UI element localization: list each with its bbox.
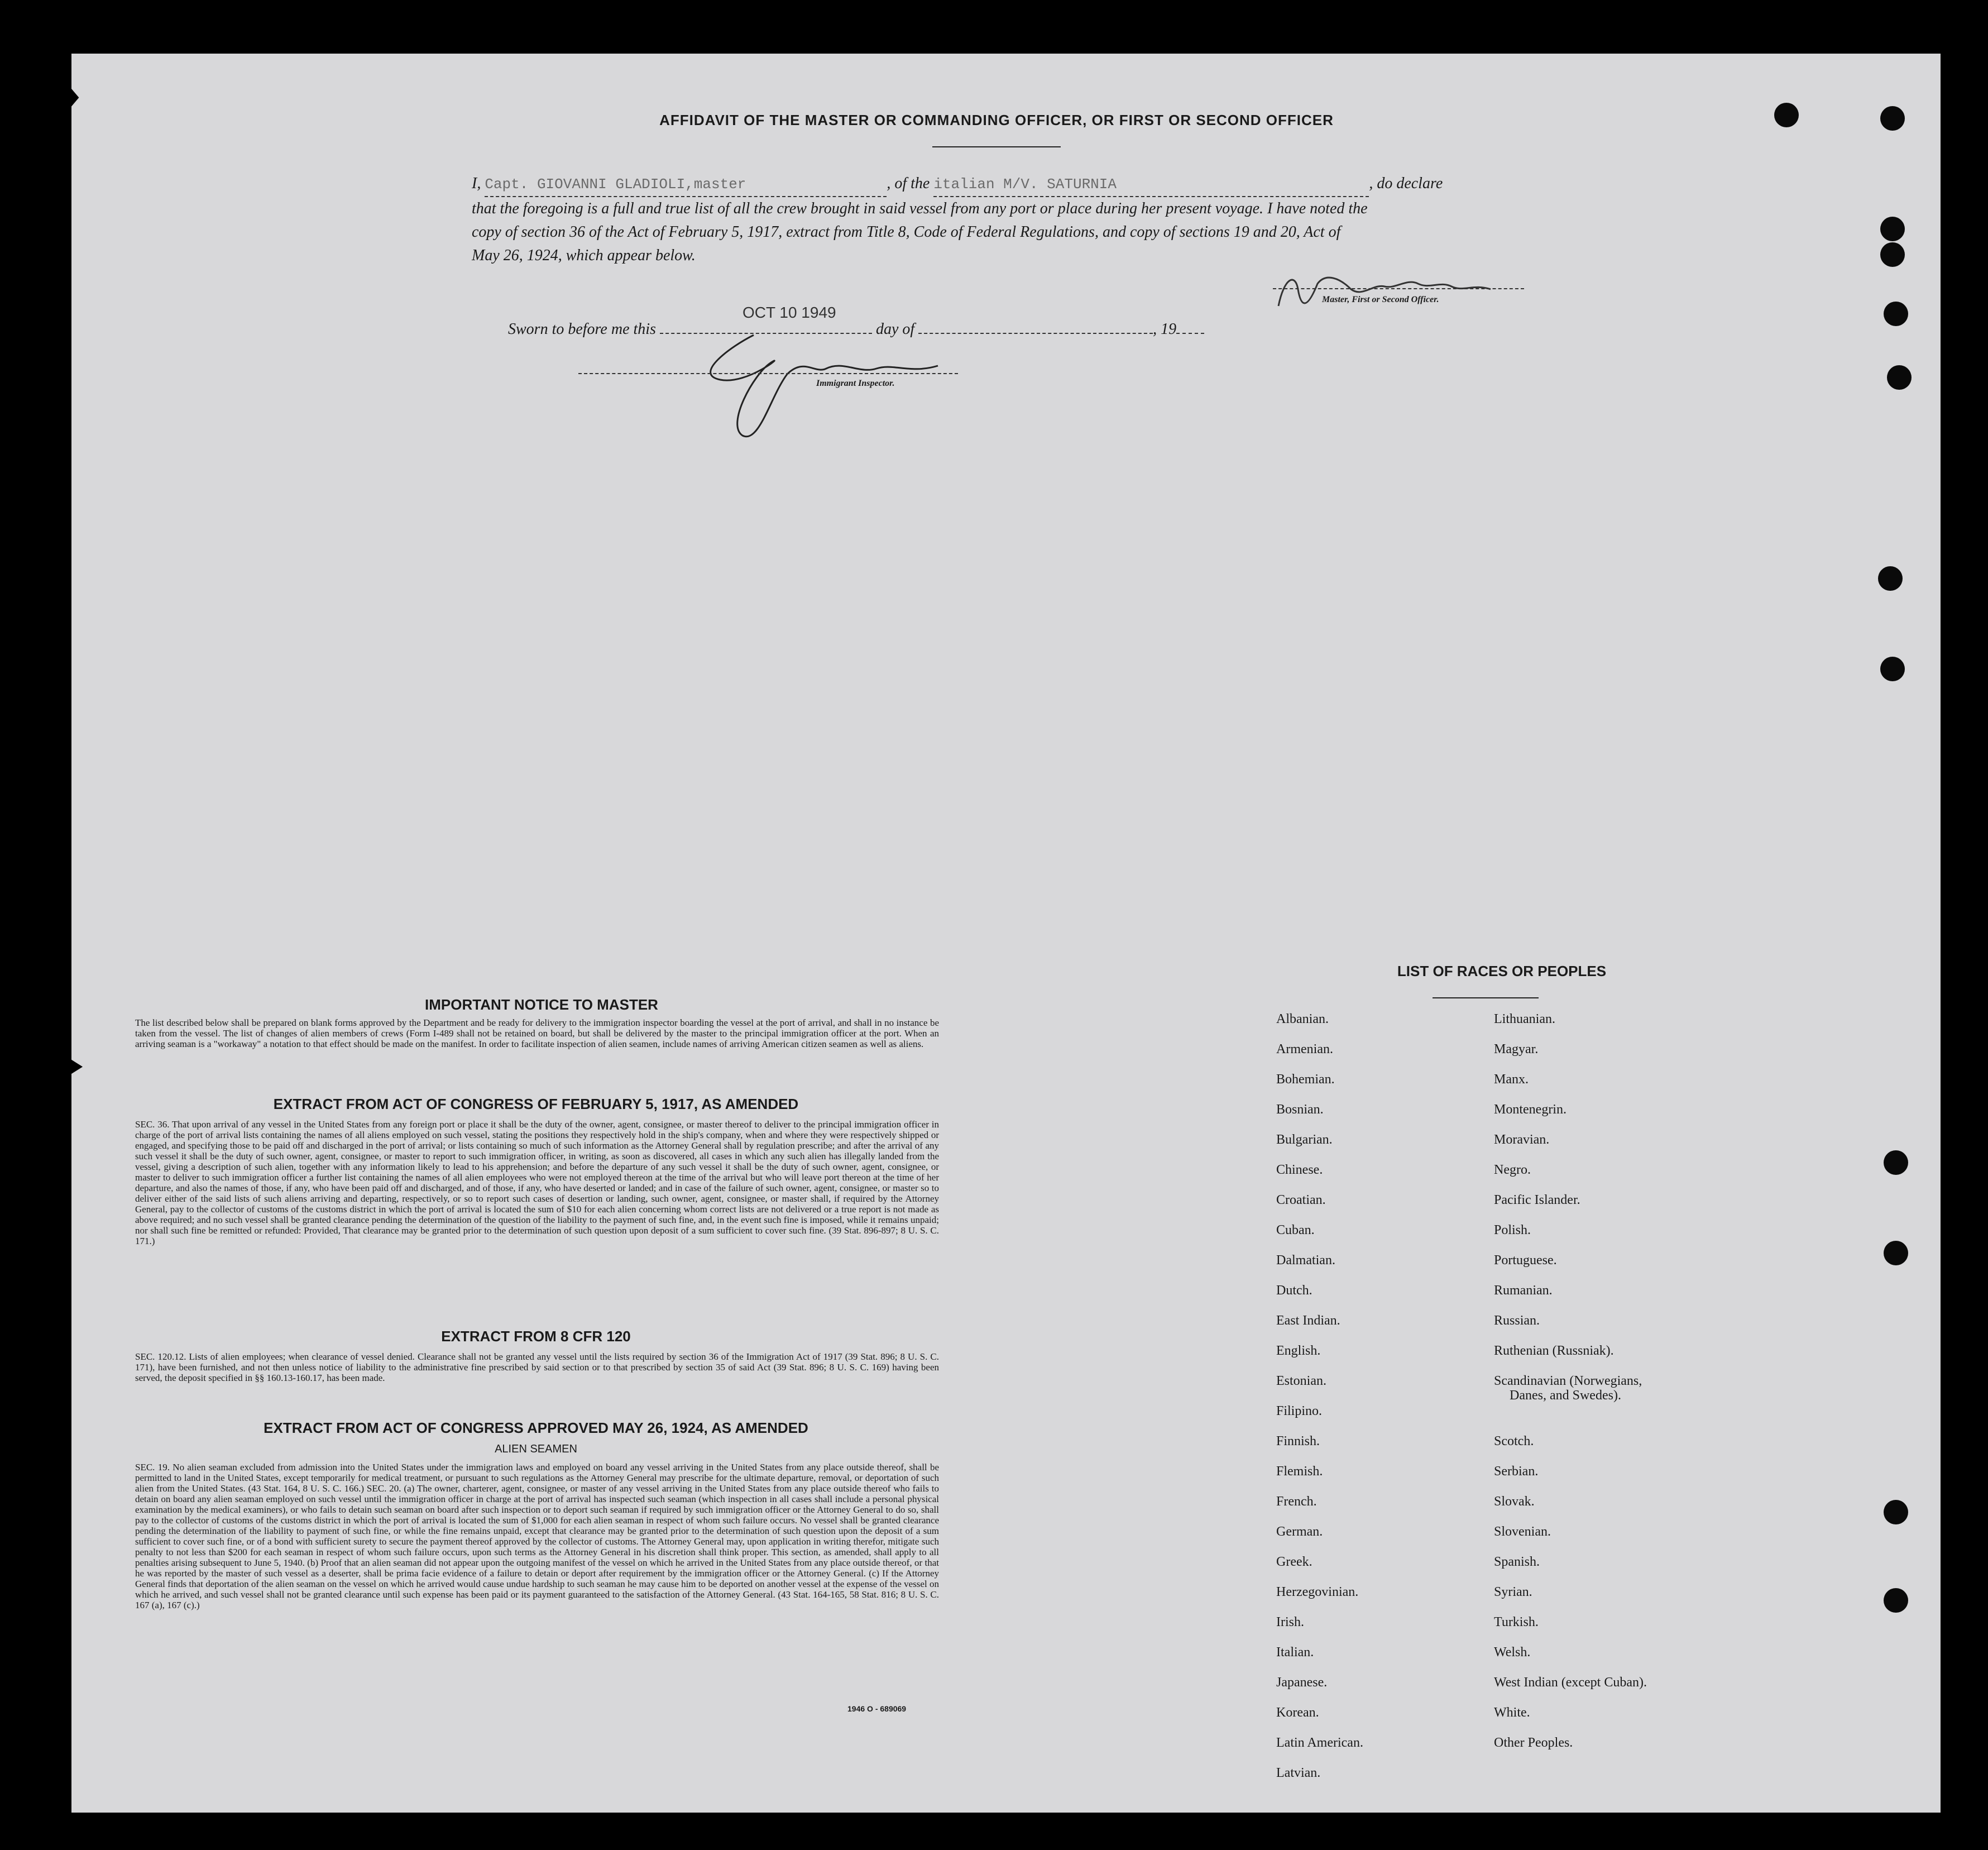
race-item: Ruthenian (Russniak). bbox=[1494, 1344, 1614, 1358]
punch-hole bbox=[1878, 566, 1903, 591]
of-the-label: , of the bbox=[887, 175, 930, 192]
race-item: Turkish. bbox=[1494, 1615, 1539, 1629]
date-stamp: OCT 10 1949 bbox=[742, 304, 836, 321]
race-item: Danes, and Swedes). bbox=[1510, 1388, 1621, 1403]
race-item: Magyar. bbox=[1494, 1042, 1539, 1057]
race-item: Bohemian. bbox=[1276, 1072, 1335, 1087]
race-item: Latin American. bbox=[1276, 1736, 1363, 1750]
extract-1917-heading: EXTRACT FROM ACT OF CONGRESS OF FEBRUARY 5, 1917, AS AMENDED bbox=[273, 1096, 799, 1112]
races-left-column bbox=[1276, 1012, 1363, 1796]
race-item: Chinese. bbox=[1276, 1163, 1323, 1177]
race-item: Slovenian. bbox=[1494, 1524, 1551, 1539]
notice-heading: IMPORTANT NOTICE TO MASTER bbox=[425, 996, 658, 1013]
print-code: 1946 O - 689069 bbox=[847, 1704, 907, 1713]
inspector-signature bbox=[659, 313, 971, 447]
race-item: Croatian. bbox=[1276, 1193, 1326, 1207]
punch-hole bbox=[1884, 302, 1908, 326]
race-item: Estonian. bbox=[1276, 1374, 1326, 1388]
race-item: Moravian. bbox=[1494, 1132, 1550, 1147]
race-item: Japanese. bbox=[1276, 1675, 1328, 1690]
race-item: White. bbox=[1494, 1705, 1530, 1720]
races-title: LIST OF RACES OR PEOPLES bbox=[1397, 963, 1607, 979]
extract-cfr-body: SEC. 120.12. Lists of alien employees; when clearance of vessel denied. Clearance shall not be granted any vessel until the lists required by section 36 of the Immigration Act of 1917 (39 Stat. 896; 8 U. S. C. 171), have been furnished, and not then unless notice of liability to the administrative fine prescribed by said section or to that prescribed by section 35 of said Act (39 Stat. 896; 8 U. S. C. 169) having been served, the deposit specified in §§ 160.13-160.17, has been made. bbox=[135, 1351, 939, 1383]
race-item: East Indian. bbox=[1276, 1313, 1340, 1328]
punch-hole bbox=[1887, 365, 1912, 390]
immigrant-inspector-label: Immigrant Inspector. bbox=[816, 379, 895, 388]
title-underline bbox=[932, 146, 1061, 147]
inspector-signature-line bbox=[578, 373, 958, 374]
extract-1917-body: SEC. 36. That upon arrival of any vessel in the United States from any foreign port or place it shall be the duty of the owner, agent, consignee, or master thereof to deliver to the principal immigration officer in charge of the port of arrival lists containing the names of all aliens employed on such vessel, stating the positions they respectively hold in the ship's company, when and where they were respectively shipped or engaged, and specifying those to be paid off and discharged in the port of arrival; or lists containing so much of such information as the Attorney General shall by regulation prescribe; and after the arrival of any such vessel it shall be the duty of such owner, agent, consignee, or master to report to such immigration officer, in writing, as soon as discovered, all cases in which any such alien has illegally landed from the vessel, giving a description of such alien, together with any information likely to lead to his apprehension; and before the departure of any such vessel it shall be the duty of such owner, agent, consignee, or master to deliver to such immigration officer a further list containing the names of all alien employees who were not employed thereon at the time of the arrival but who will leave port thereon at the time of her departure, and also the names of those, if any, who have been paid off and discharged, and of those, if any, who have deserted or landed; and in case of the failure of such owner, agent, consignee, or master so to deliver either of the said lists of such aliens arriving and departing, respectively, or so to report such cases of desertion or landing, such owner, agent, consignee, or master shall, if required by the Attorney General, pay to the collector of customs of the customs district in which the port of arrival is located the sum of $10 for each alien concerning whom correct lists are not delivered or a true report is not made as above required; and no such vessel shall be granted clearance pending the determination of the question of the liability to the payment of such fine, and, in the event such fine is imposed, while it remains unpaid; nor shall such fine be remitted or refunded: Provided, That clearance may be granted prior to the determination of such question upon deposit of a sum sufficient to cover such fine. (39 Stat. 896-897; 8 U. S. C. 171.) bbox=[135, 1119, 939, 1246]
punch-hole bbox=[1880, 217, 1905, 241]
race-item: Scotch. bbox=[1494, 1434, 1534, 1449]
punch-hole bbox=[1884, 1500, 1908, 1524]
race-item: Negro. bbox=[1494, 1163, 1531, 1177]
race-item: Finnish. bbox=[1276, 1434, 1320, 1449]
race-item: Irish. bbox=[1276, 1615, 1304, 1629]
races-right-column bbox=[1494, 1012, 1647, 1766]
punch-hole bbox=[1880, 106, 1905, 131]
race-item: Italian. bbox=[1276, 1645, 1314, 1660]
declaration-paragraph bbox=[472, 172, 1532, 267]
race-item: Dalmatian. bbox=[1276, 1253, 1335, 1268]
race-item: Montenegrin. bbox=[1494, 1102, 1567, 1117]
punch-hole bbox=[1880, 657, 1905, 681]
races-title-underline bbox=[1433, 997, 1539, 998]
race-item: Korean. bbox=[1276, 1705, 1319, 1720]
race-item: Syrian. bbox=[1494, 1585, 1532, 1599]
punch-hole bbox=[1774, 103, 1799, 127]
race-item: Serbian. bbox=[1494, 1464, 1539, 1479]
race-item: German. bbox=[1276, 1524, 1323, 1539]
race-item: Filipino. bbox=[1276, 1404, 1323, 1418]
punch-hole bbox=[1884, 1150, 1908, 1175]
race-item: Scandinavian (Norwegians, bbox=[1494, 1374, 1642, 1388]
race-item: Manx. bbox=[1494, 1072, 1529, 1087]
race-item: Albanian. bbox=[1276, 1012, 1329, 1026]
declaration-line-2: that the foregoing is a full and true list of all the crew brought in said vessel from any port or place during her present voyage. I have noted the bbox=[472, 200, 1368, 217]
race-item: Dutch. bbox=[1276, 1283, 1312, 1298]
race-item: West Indian (except Cuban). bbox=[1494, 1675, 1647, 1690]
race-item: Slovak. bbox=[1494, 1494, 1535, 1509]
race-item: Lithuanian. bbox=[1494, 1012, 1555, 1026]
race-item: Pacific Islander. bbox=[1494, 1193, 1580, 1207]
master-name-field: Capt. GIOVANNI GLADIOLI,master bbox=[485, 173, 887, 197]
race-item: Welsh. bbox=[1494, 1645, 1531, 1660]
vessel-name-field: italian M/V. SATURNIA bbox=[933, 173, 1369, 197]
race-item: Spanish. bbox=[1494, 1555, 1540, 1569]
race-item: Flemish. bbox=[1276, 1464, 1323, 1479]
race-item: Bosnian. bbox=[1276, 1102, 1324, 1117]
race-item: English. bbox=[1276, 1344, 1321, 1358]
race-item: Greek. bbox=[1276, 1555, 1312, 1569]
race-item: Portuguese. bbox=[1494, 1253, 1557, 1268]
notice-body: The list described below shall be prepared on blank forms approved by the Department and be ready for delivery to the immigration inspector boarding the vessel at the port of arrival, and shall in no instance be taken from the vessel. The list of changes of alien members of crews (Form I-489 shall not be retained on board, but shall be delivered by the master to the principal immigration officer at the port. When an arriving seaman is a "workaway" a notation to that effect should be made on the manifest. In order to facilitate inspection of alien seamen, include names of arriving American citizen seamen as well as aliens. bbox=[135, 1017, 939, 1049]
punch-hole bbox=[1880, 242, 1905, 267]
affidavit-title: AFFIDAVIT OF THE MASTER OR COMMANDING OFFICER, OR FIRST OR SECOND OFFICER bbox=[659, 112, 1334, 128]
extract-cfr-heading: EXTRACT FROM 8 CFR 120 bbox=[441, 1328, 631, 1345]
extract-1924-heading: EXTRACT FROM ACT OF CONGRESS APPROVED MAY 26, 1924, AS AMENDED bbox=[264, 1419, 808, 1436]
alien-seamen-subheading: ALIEN SEAMEN bbox=[495, 1443, 577, 1455]
race-item: Bulgarian. bbox=[1276, 1132, 1333, 1147]
master-signature-line bbox=[1273, 288, 1524, 289]
declaration-line-3: copy of section 36 of the Act of February 5, 1917, extract from Title 8, Code of Federal Regulations, and copy of sections 19 and 20, Act of bbox=[472, 223, 1341, 241]
do-declare-label: , do declare bbox=[1369, 175, 1443, 192]
race-item: Armenian. bbox=[1276, 1042, 1333, 1057]
race-item: Rumanian. bbox=[1494, 1283, 1553, 1298]
declaration-line-4: May 26, 1924, which appear below. bbox=[472, 247, 696, 264]
race-item: Other Peoples. bbox=[1494, 1736, 1573, 1750]
race-item: Herzegovinian. bbox=[1276, 1585, 1359, 1599]
punch-hole bbox=[1884, 1588, 1908, 1613]
race-item: Polish. bbox=[1494, 1223, 1531, 1237]
race-item: French. bbox=[1276, 1494, 1317, 1509]
extract-1924-body: SEC. 19. No alien seaman excluded from admission into the United States under the immigration laws and employed on board any vessel arriving in the United States from any place outside thereof, shall be permitted to land in the United States, except temporarily for medical treatment, or pursuant to such regulations as the Attorney General may prescribe for the ultimate departure, removal, or deportation of such alien from the United States. (43 Stat. 164, 8 U. S. C. 166.) SEC. 20. (a) The owner, charterer, agent, consignee, or master of any vessel arriving in the United States from any place outside thereof who fails to detain on board any alien seaman employed on such vessel until the immigration officer in charge at the port of arrival has inspected such seaman (which inspection in all cases shall include a personal physical examination by the medical examiners), or who fails to detain such seaman on board after such inspection or to deport such seaman if required by such immigration officer or the Attorney General to do so, shall pay to the collector of customs of the customs district in which the port of arrival is located the sum of $1,000 for each alien seaman in respect of whom such failure occurs. No vessel shall be granted clearance pending the determination of the liability to payment of such fine, or while the fine remains unpaid, except that clearance may be granted prior to the determination of such question upon the deposit of a sum sufficient to cover such fine, or of a bond with sufficient surety to secure the payment thereof approved by the collector of customs. The Attorney General may, upon application in writing therefor, mitigate such penalty to not less than $200 for each seaman in respect of whom such failure occurs, upon such terms as the Attorney General in his discretion shall think proper. This section, as amended, shall apply to all penalties arising subsequent to June 5, 1940. (b) Proof that an alien seaman did not appear upon the outgoing manifest of the vessel on which he arrived in the United States from any place outside thereof, or that he was reported by the master of such vessel as a deserter, shall be prima facie evidence of a failure to detain or deport after requirement by the immigration officer or the Attorney General. (c) If the Attorney General finds that deportation of the alien seaman on the vessel on which he arrived would cause undue hardship to such seaman he may cause him to be deported on another vessel at the expense of the vessel on which he arrived, and such vessel shall not be granted clearance until such expense has been paid or its payment guaranteed to the satisfaction of the Attorney General. (43 Stat. 164-165, 58 Stat. 816; 8 U. S. C. 167 (a), 167 (c).) bbox=[135, 1462, 939, 1610]
day-of-label: day of bbox=[875, 321, 915, 338]
year-prefix: , 19 bbox=[1153, 321, 1177, 338]
year-field bbox=[1176, 333, 1204, 334]
race-item: Latvian. bbox=[1276, 1766, 1321, 1780]
declaration-line-1 bbox=[472, 172, 1532, 197]
sworn-prefix: Sworn to before me this bbox=[508, 321, 656, 338]
punch-hole bbox=[1884, 1241, 1908, 1265]
race-item: Cuban. bbox=[1276, 1223, 1315, 1237]
race-item: Russian. bbox=[1494, 1313, 1540, 1328]
master-officer-label: Master, First or Second Officer. bbox=[1322, 295, 1439, 304]
declaration-prefix: I, bbox=[472, 175, 481, 192]
master-signature bbox=[1273, 267, 1496, 317]
